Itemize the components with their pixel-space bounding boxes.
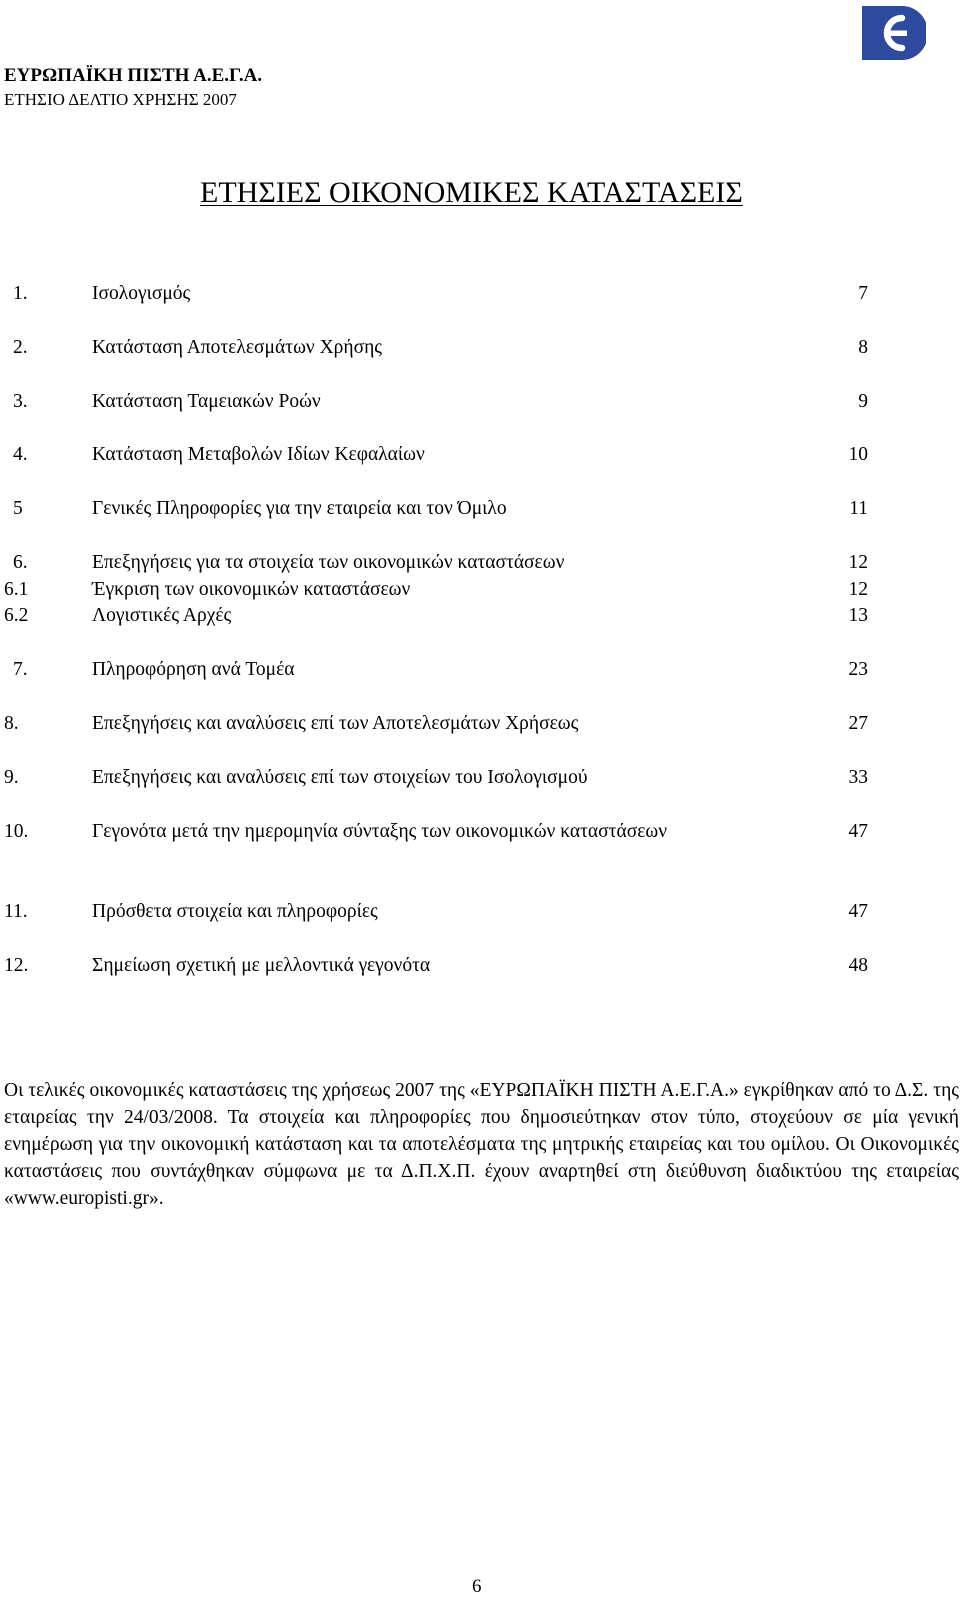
toc-number: 6.1: [4, 579, 29, 600]
page-title: ΕΤΗΣΙΕΣ ΟΙΚΟΝΟΜΙΚΕΣ ΚΑΤΑΣΤΑΣΕΙΣ: [200, 176, 743, 209]
company-name: ΕΥΡΩΠΑΪΚΗ ΠΙΣΤΗ Α.Ε.Γ.Α.: [4, 65, 263, 86]
toc-page: 8: [858, 337, 868, 358]
toc-number: 11.: [4, 901, 28, 922]
toc-label: Κατάσταση Μεταβολών Ιδίων Κεφαλαίων: [92, 444, 425, 465]
toc-label: Επεξηγήσεις και αναλύσεις επί των στοιχείων του Ισολογισμού: [92, 767, 588, 788]
toc-label: Επεξηγήσεις και αναλύσεις επί των Αποτελεσμάτων Χρήσεως: [92, 713, 579, 734]
toc-page: 13: [848, 605, 868, 626]
toc-number: 8.: [4, 713, 19, 734]
toc-page: 47: [848, 821, 868, 842]
toc-number: 12.: [4, 955, 29, 976]
toc-label: Σημείωση σχετική με μελλοντικά γεγονότα: [92, 955, 431, 976]
toc-label: Γεγονότα μετά την ημερομηνία σύνταξης των οικονομικών καταστάσεων: [92, 821, 668, 842]
toc-label: Έγκριση των οικονομικών καταστάσεων: [92, 579, 411, 600]
toc-page: 27: [848, 713, 868, 734]
toc-label: Επεξηγήσεις για τα στοιχεία των οικονομικών καταστάσεων: [92, 552, 565, 573]
toc-page: 33: [848, 767, 868, 788]
toc-label: Κατάσταση Αποτελεσμάτων Χρήσης: [92, 337, 383, 358]
toc-number: 5: [13, 498, 23, 519]
toc-page: 47: [848, 901, 868, 922]
toc-page: 10: [848, 444, 868, 465]
toc-number: 6.: [13, 552, 28, 573]
toc-number: 3.: [13, 391, 28, 412]
toc-label: Ισολογισμός: [92, 283, 191, 304]
page-number: 6: [472, 1576, 482, 1597]
company-logo-icon: [862, 6, 926, 60]
report-subtitle: ΕΤΗΣΙΟ ΔΕΛΤΙΟ ΧΡΗΣΗΣ 2007: [4, 90, 237, 109]
toc-label: Λογιστικές Αρχές: [92, 605, 232, 626]
toc-page: 7: [858, 283, 868, 304]
toc-page: 11: [849, 498, 868, 519]
toc-label: Πρόσθετα στοιχεία και πληροφορίες: [92, 901, 378, 922]
toc-number: 2.: [13, 337, 28, 358]
toc-number: 7.: [13, 659, 28, 680]
toc-label: Γενικές Πληροφορίες για την εταιρεία και τον Όμιλο: [92, 498, 507, 519]
toc-number: 4.: [13, 444, 28, 465]
toc-label: Πληροφόρηση ανά Τομέα: [92, 659, 295, 680]
toc-label: Κατάσταση Ταμειακών Ροών: [92, 391, 321, 412]
toc-page: 48: [848, 955, 868, 976]
toc-number: 1.: [13, 283, 28, 304]
toc-number: 9.: [4, 767, 19, 788]
toc-page: 23: [848, 659, 868, 680]
toc-number: 10.: [4, 821, 29, 842]
approval-note-paragraph: Οι τελικές οικονομικές καταστάσεις της χρήσεως 2007 της «ΕΥΡΩΠΑΪΚΗ ΠΙΣΤΗ Α.Ε.Γ.Α.» εγκρίθηκαν από το Δ.Σ. της εταιρείας την 24/03/2008. Τα στοιχεία και πληροφορίες που δημοσιεύτηκαν στον τύπο, στοχεύουν σε μία γενική ενημέρωση για την οικονομική κατάσταση και τα αποτελέσματα της μητρικής εταιρείας και του ομίλου. Οι Οικονομικές καταστάσεις που συντάχθηκαν σύμφωνα με τα Δ.Π.Χ.Π. έχουν αναρτηθεί στη διεύθυνση διαδικτύου της εταιρείας «www.europisti.gr».: [4, 1080, 959, 1209]
toc-page: 9: [858, 391, 868, 412]
toc-page: 12: [848, 579, 868, 600]
toc-page: 12: [848, 552, 868, 573]
toc-number: 6.2: [4, 605, 29, 626]
